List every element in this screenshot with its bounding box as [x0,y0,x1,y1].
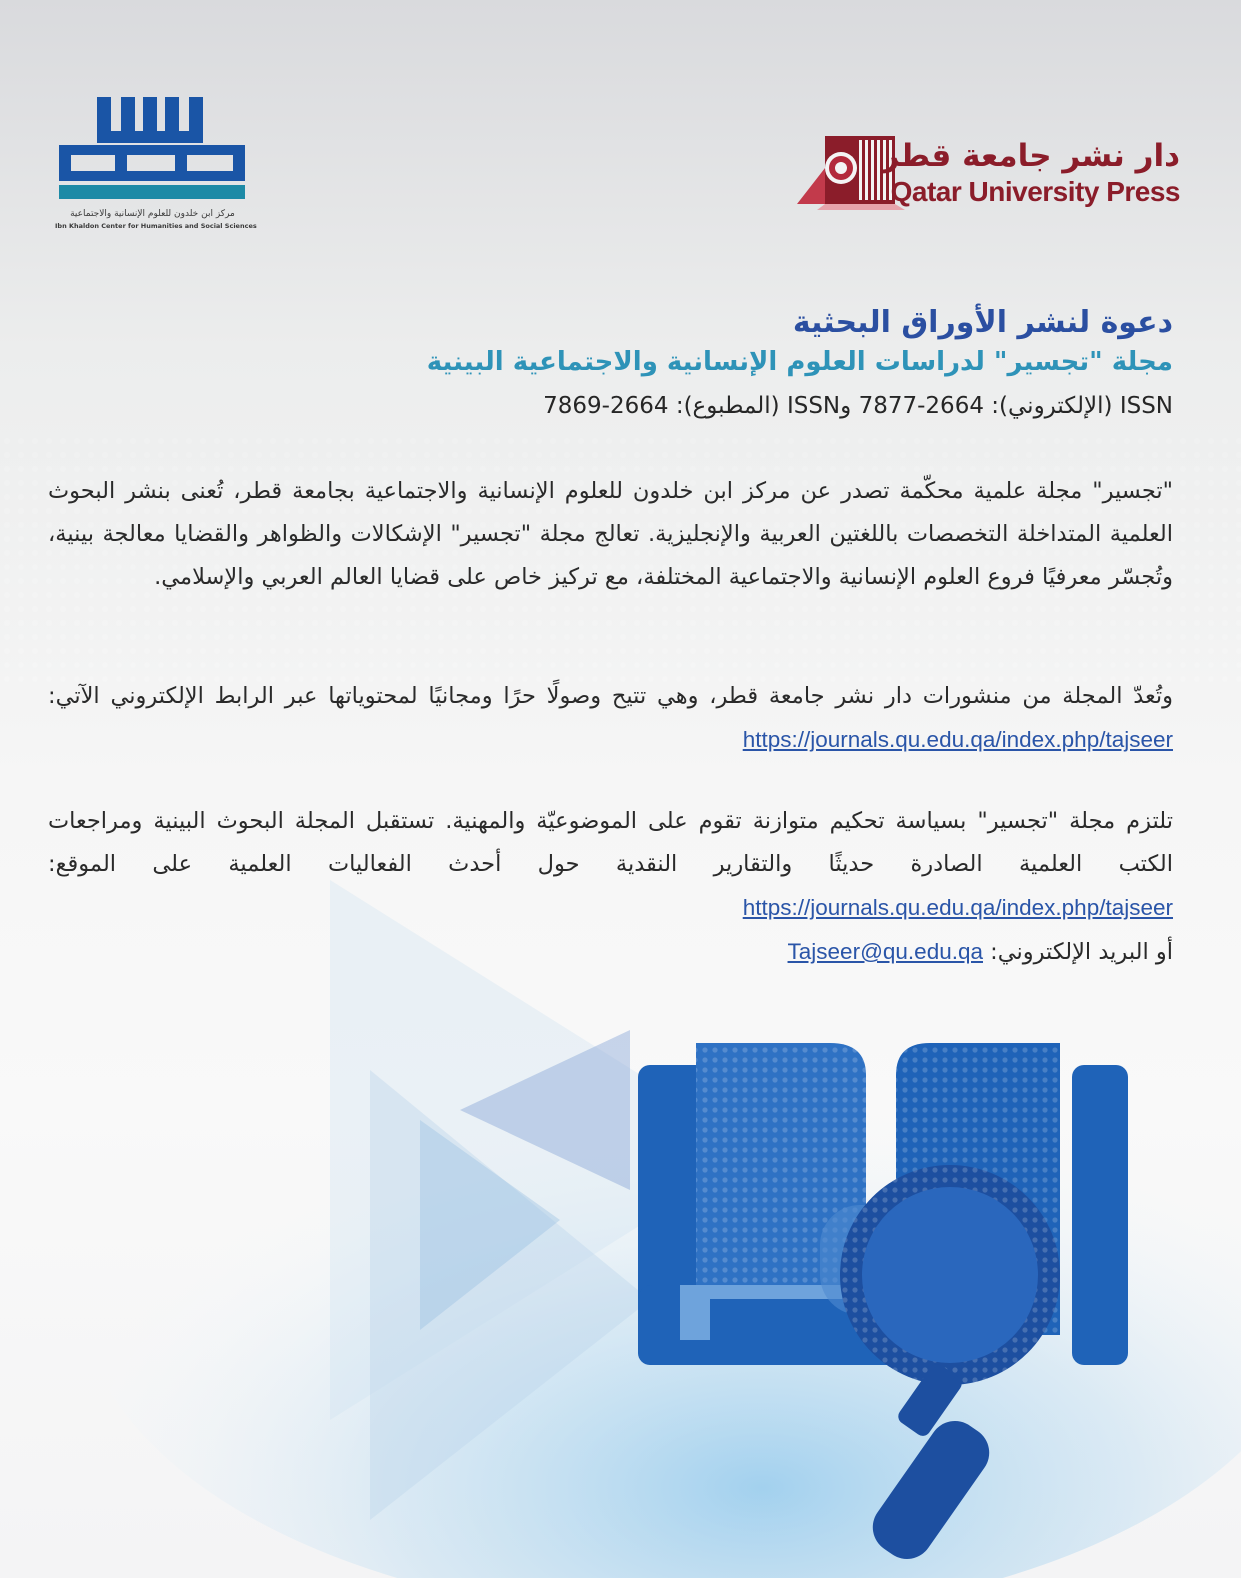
ibn-khaldun-logo [55,95,257,240]
access-paragraph [48,675,1173,762]
journal-subtitle: مجلة "تجسير" لدراسات العلوم الإنسانية والاجتماعية البينية [426,347,1173,377]
email-label: أو البريد الإلكتروني: [990,939,1173,965]
journal-link[interactable]: https://journals.qu.edu.qa/index.php/tajseer [742,727,1173,752]
intro-paragraph: "تجسير" مجلة علمية محكّمة تصدر عن مركز ابن خلدون للعلوم الإنسانية والاجتماعية بجامعة قطر، تُعنى بنشر البحوث العلمية المتداخلة التخصصات باللغتين العربية والإنجليزية. تعالج مجلة "تجسير" الإشكالات والظواهر والقضايا معالجة بينية، وتُجسّر معرفيًا فروع العلوم الإنسانية والاجتماعية المختلفة، مع تركيز خاص على قضايا العالم العربي والإسلامي. [48,478,1173,590]
access-text: وتُعدّ المجلة من منشورات دار نشر جامعة قطر، وهي تتيح وصولًا حرًا ومجانيًا لمحتوياتها عبر الرابط الإلكتروني الآتي: [48,683,1173,709]
ibn-khaldun-mark-icon [55,95,250,205]
ibn-khaldun-name-en: Ibn Khaldon Center for Humanities and Social Sciences [55,222,257,230]
email-link[interactable]: Tajseer@qu.edu.qa [787,939,983,964]
qu-press-logo [795,128,1180,210]
ibn-khaldun-name-ar: مركز ابن خلدون للعلوم الإنسانية والاجتماعية [70,209,235,219]
policy-text: تلتزم مجلة "تجسير" بسياسة تحكيم متوازنة تقوم على الموضوعيّة والمهنية. تستقبل المجلة البحوث البينية ومراجعات الكتب العلمية الصادرة حديثًا والتقارير النقدية حول أحدث الفعاليات العلمية على الموقع: [48,808,1173,877]
issn-line: ISSN (الإلكتروني): 2664-7877 وISSN (المطبوع): 2664-7869 [543,393,1173,419]
qu-press-name-ar: دار نشر جامعة قطر [881,138,1180,174]
email-line [48,930,1173,974]
qu-press-name-en: Qatar University Press [890,176,1180,207]
journal-website-link[interactable]: https://journals.qu.edu.qa/index.php/tajseer [742,895,1173,920]
policy-paragraph [48,800,1173,974]
page-title: دعوة لنشر الأوراق البحثية [792,305,1173,340]
open-book-magnifier-icon [620,1035,1140,1575]
